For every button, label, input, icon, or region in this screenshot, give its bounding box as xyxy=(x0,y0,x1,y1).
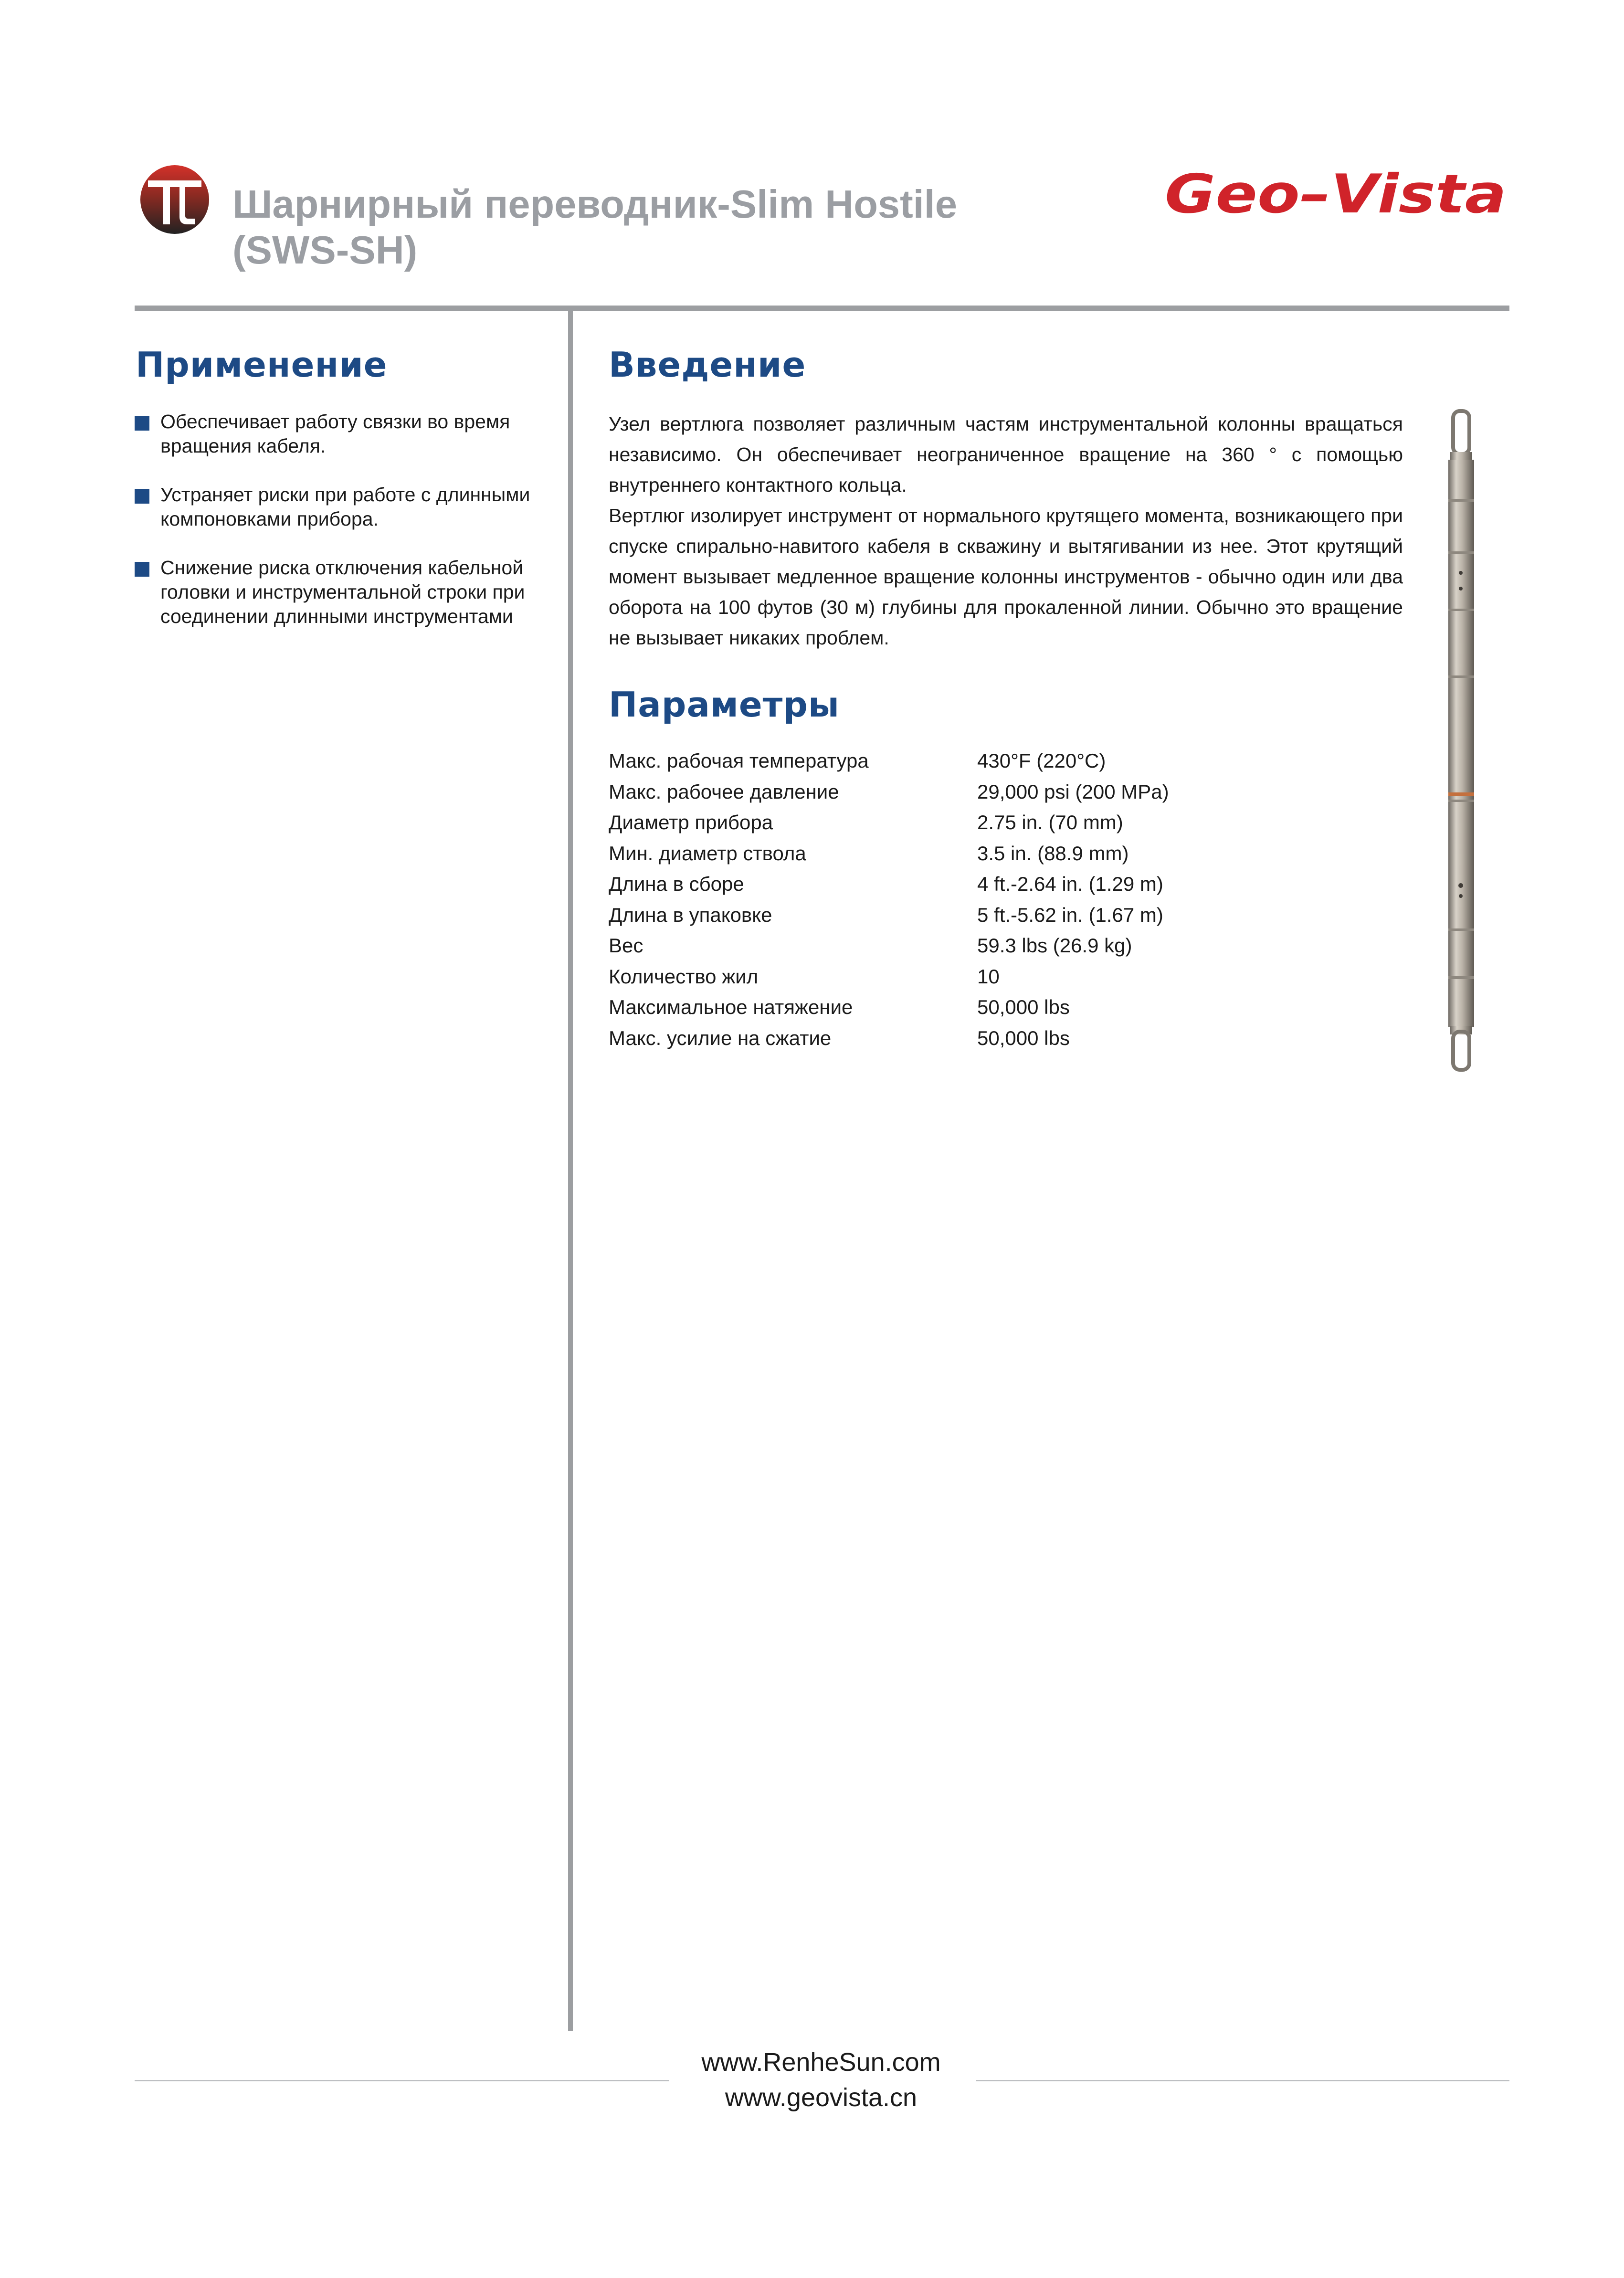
param-value: 5 ft.-5.62 in. (1.67 m) xyxy=(977,903,1163,926)
table-row xyxy=(609,1023,1325,1054)
list-item-text: Обеспечивает работу связки во время вращения кабеля. xyxy=(160,411,510,457)
param-value: 3.5 in. (88.9 mm) xyxy=(977,842,1129,865)
geo-vista-logo xyxy=(1165,162,1508,224)
column-divider xyxy=(568,311,573,2031)
parameters-heading: Параметры xyxy=(609,685,840,725)
param-value: 50,000 lbs xyxy=(977,996,1070,1018)
list-item xyxy=(135,483,550,531)
list-item-text: Устраняет риски при работе с длинными компоновками прибора. xyxy=(160,484,530,530)
square-bullet-icon xyxy=(135,489,149,504)
table-row xyxy=(609,961,1325,992)
param-value: 430°F (220°C) xyxy=(977,749,1106,772)
square-bullet-icon xyxy=(135,562,149,577)
footer-url-renhesun[interactable]: www.RenheSun.com xyxy=(701,2048,941,2077)
param-label: Длина в сборе xyxy=(609,873,744,895)
footer-rule-left xyxy=(135,2080,669,2081)
table-row xyxy=(609,838,1325,869)
footer-rule-right xyxy=(976,2080,1509,2081)
param-value: 2.75 in. (70 mm) xyxy=(977,811,1123,833)
param-label: Длина в упаковке xyxy=(609,903,772,926)
param-value: 10 xyxy=(977,965,1000,988)
list-item-text: Снижение риска отключения кабельной головки и инструментальной строки при соединении длинными инструментами xyxy=(160,557,525,627)
param-label: Макс. усилие на сжатие xyxy=(609,1026,832,1049)
list-item xyxy=(135,556,550,629)
title-line-2: (SWS-SH) xyxy=(232,228,418,272)
document-title xyxy=(232,181,1139,273)
param-label: Вес xyxy=(609,934,643,957)
brand-wordmark: Geo–Vista xyxy=(1165,163,1507,224)
param-label: Диаметр прибора xyxy=(609,811,773,833)
application-heading: Применение xyxy=(136,345,388,385)
table-row xyxy=(609,900,1325,931)
table-row xyxy=(609,869,1325,900)
header-rule xyxy=(135,306,1509,311)
param-value: 50,000 lbs xyxy=(977,1026,1070,1049)
table-row xyxy=(609,992,1325,1023)
table-row xyxy=(609,746,1325,777)
param-label: Макс. рабочее давление xyxy=(609,780,839,803)
list-item xyxy=(135,410,550,458)
param-value: 59.3 lbs (26.9 kg) xyxy=(977,934,1132,957)
square-bullet-icon xyxy=(135,416,149,431)
param-value: 29,000 psi (200 MPa) xyxy=(977,780,1169,803)
table-row xyxy=(609,807,1325,838)
application-list xyxy=(135,410,550,653)
parameters-table xyxy=(609,746,1325,1054)
introduction-heading: Введение xyxy=(609,345,806,385)
param-label: Количество жил xyxy=(609,965,759,988)
table-row xyxy=(609,930,1325,961)
param-label: Макс. рабочая температура xyxy=(609,749,869,772)
tool-image xyxy=(1432,408,1489,1073)
intro-paragraph: Вертлюг изолирует инструмент от нормального крутящего момента, возникающего при спуске спирально-навитого кабеля в скважину и вытягивании из нее. Этот крутящий момент вызывает медленное вращение колонны инструментов - обычно один или два оборота на 100 футов (30 м) глубины для прокаленной линии. Обычно это вращение не вызывает никаких проблем. xyxy=(609,505,1403,649)
param-value: 4 ft.-2.64 in. (1.29 m) xyxy=(977,873,1163,895)
footer-url-geovista[interactable]: www.geovista.cn xyxy=(725,2083,917,2112)
renhesun-logo-icon xyxy=(139,164,210,235)
table-row xyxy=(609,777,1325,808)
param-label: Максимальное натяжение xyxy=(609,996,853,1018)
param-label: Мин. диаметр ствола xyxy=(609,842,806,865)
introduction-text xyxy=(609,409,1403,653)
intro-paragraph: Узел вертлюга позволяет различным частям инструментальной колонны вращаться независимо. Он обеспечивает неограниченное вращение на 360 ° с помощью внутреннего контактного кольца. xyxy=(609,413,1403,496)
title-line-1: Шарнирный переводник-Slim Hostile xyxy=(232,182,957,226)
